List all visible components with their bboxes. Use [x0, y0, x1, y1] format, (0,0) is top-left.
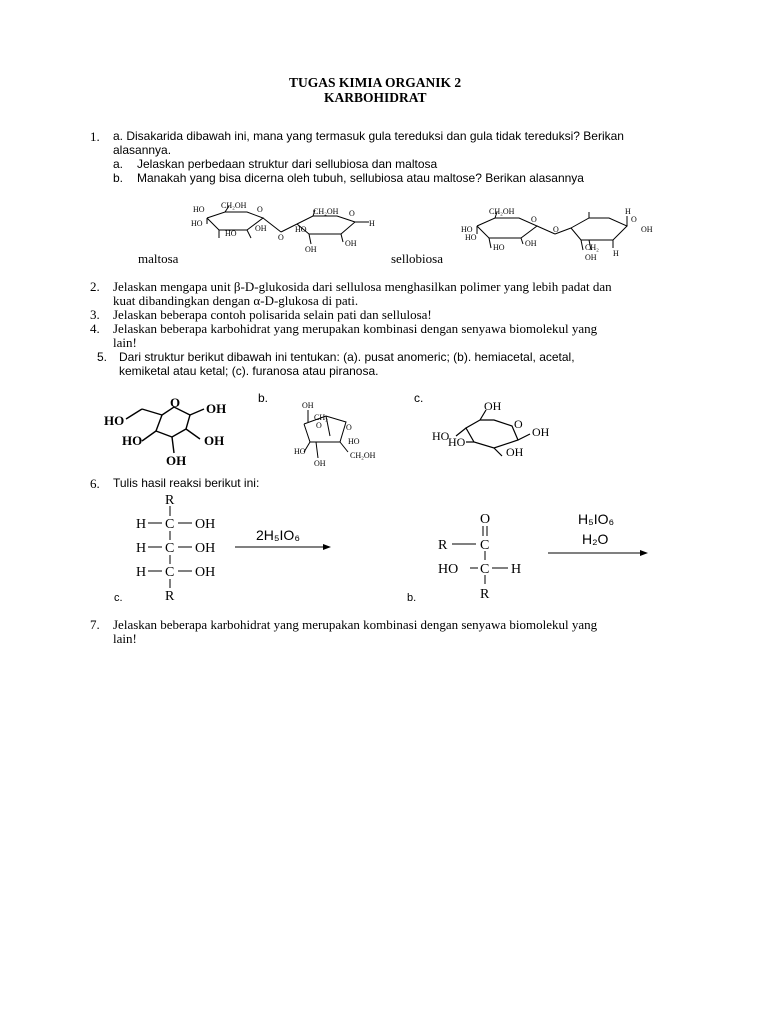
svg-text:O: O — [531, 215, 537, 224]
structure-b-furanose — [290, 398, 400, 468]
svg-text:OH: OH — [302, 401, 314, 410]
reagent-periodic-acid-1: 2H₅IO₆ — [256, 527, 300, 543]
q1b-marker: b. — [113, 171, 124, 185]
svg-text:H: H — [136, 517, 147, 532]
svg-text:OH: OH — [195, 565, 216, 580]
svg-text:HO: HO — [432, 429, 450, 443]
svg-text:OH: OH — [506, 445, 524, 459]
q1a-text: Jelaskan perbedaan struktur dari sellubiosa dan maltosa — [137, 157, 438, 171]
svg-text:H: H — [511, 562, 522, 577]
structure-a-glucopyranose — [100, 393, 240, 469]
q7-number: 7. — [90, 617, 100, 632]
svg-text:CH₂: CH₂ — [314, 413, 328, 422]
q7-text-line1: Jelaskan beberapa karbohidrat yang merupakan kombinasi dengan senyawa biomolekul yang — [113, 617, 598, 632]
svg-text:H: H — [136, 565, 147, 580]
q3-number: 3. — [90, 307, 100, 322]
svg-text:CH₂OH: CH₂OH — [489, 207, 515, 216]
svg-text:OH: OH — [484, 399, 502, 413]
svg-text:OH: OH — [525, 239, 537, 248]
q1-text-line1: a. Disakarida dibawah ini, mana yang termasuk gula tereduksi dan gula tidak tereduksi? Berikan — [113, 129, 624, 143]
svg-text:HO: HO — [193, 205, 205, 214]
svg-text:OH: OH — [195, 541, 216, 556]
q1a-marker: a. — [113, 157, 124, 171]
q4-text-line2: lain! — [113, 335, 137, 350]
page-subtitle: KARBOHIDRAT — [324, 90, 427, 105]
svg-text:C: C — [480, 538, 490, 553]
q2-text-line1: Jelaskan mengapa unit β-D-glukosida dari sellulosa menghasilkan polimer yang lebih padat dan — [113, 279, 612, 294]
svg-text:HO: HO — [294, 447, 306, 456]
svg-text:R: R — [165, 589, 175, 600]
reagent-periodic-acid-2: H₅IO₆ — [578, 511, 615, 527]
svg-text:HO: HO — [122, 433, 143, 448]
reaction-b-hydroxyketone — [436, 508, 536, 603]
svg-text:C: C — [480, 562, 490, 577]
q1-text-line2: alasannya. — [113, 143, 172, 157]
reaction-b-label: b. — [407, 592, 417, 604]
svg-text:HO: HO — [295, 225, 307, 234]
svg-text:OH: OH — [204, 433, 225, 448]
svg-text:CH₂: CH₂ — [585, 243, 599, 252]
svg-text:OH: OH — [206, 401, 227, 416]
q6-text: Tulis hasil reaksi berikut ini: — [113, 476, 260, 490]
svg-text:CH₂OH: CH₂OH — [313, 207, 339, 216]
svg-text:H: H — [625, 207, 631, 216]
q5-text-line1: Dari struktur berikut dibawah ini tentukan: (a). pusat anomeric; (b). hemiacetal, acetal, — [119, 350, 575, 364]
q1b-text: Manakah yang bisa dicerna oleh tubuh, sellubiosa atau maltose? Berikan alasannya — [137, 171, 584, 185]
svg-text:CH₂OH: CH₂OH — [350, 451, 376, 460]
svg-text:O: O — [346, 423, 352, 432]
svg-text:HO: HO — [438, 562, 459, 577]
svg-text:HO: HO — [465, 233, 477, 242]
reaction-arrow-2 — [548, 547, 650, 559]
svg-text:HO: HO — [461, 225, 473, 234]
sellobiosa-structure — [455, 206, 670, 262]
q5-text-line2: kemiketal atau ketal; (c). furanosa atau piranosa. — [119, 364, 379, 378]
svg-text:HO: HO — [191, 219, 203, 228]
svg-text:C: C — [165, 541, 175, 556]
reagent-water: H₂O — [582, 531, 609, 547]
svg-text:O: O — [631, 215, 637, 224]
structure-b-label: b. — [258, 391, 269, 405]
svg-text:OH: OH — [166, 453, 187, 468]
svg-text:OH: OH — [195, 517, 216, 532]
svg-text:O: O — [257, 205, 263, 214]
svg-text:HO: HO — [104, 413, 125, 428]
q2-number: 2. — [90, 279, 100, 294]
svg-text:OH: OH — [585, 253, 597, 262]
reaction-arrow-1 — [235, 541, 335, 553]
q1-number: 1. — [90, 129, 100, 144]
q7-text-line2: lain! — [113, 631, 137, 646]
svg-text:O: O — [316, 421, 322, 430]
structure-c-label: c. — [414, 391, 424, 405]
svg-text:C: C — [165, 565, 175, 580]
svg-text:OH: OH — [532, 425, 550, 439]
q3-text: Jelaskan beberapa contoh polisarida selain pati dan sellulosa! — [113, 307, 432, 322]
page-title: TUGAS KIMIA ORGANIK 2 — [289, 75, 462, 90]
sellobiosa-label: sellobiosa — [391, 251, 443, 266]
svg-text:CH₂OH: CH₂OH — [221, 201, 247, 210]
svg-text:OH: OH — [305, 245, 317, 254]
svg-text:R: R — [480, 587, 490, 602]
svg-text:OH: OH — [345, 239, 357, 248]
structure-c-pyranose — [430, 398, 560, 464]
svg-text:HO: HO — [348, 437, 360, 446]
q4-number: 4. — [90, 321, 100, 336]
svg-text:OH: OH — [641, 225, 653, 234]
svg-text:OH: OH — [255, 224, 267, 233]
svg-text:O: O — [170, 395, 181, 410]
svg-text:O: O — [349, 209, 355, 218]
svg-text:OH: OH — [314, 459, 326, 468]
q2-text-line2: kuat dibandingkan dengan α-D-glukosa di pati. — [113, 293, 359, 308]
svg-text:O: O — [553, 225, 559, 234]
svg-text:H: H — [369, 219, 375, 228]
svg-text:HO: HO — [225, 229, 237, 238]
maltosa-label: maltosa — [138, 251, 179, 266]
svg-text:HO: HO — [493, 243, 505, 252]
svg-text:O: O — [278, 233, 284, 242]
reaction-c-triol — [130, 490, 230, 600]
svg-text:H: H — [136, 541, 147, 556]
svg-text:C: C — [165, 517, 175, 532]
svg-text:O: O — [480, 512, 491, 527]
svg-text:R: R — [165, 493, 175, 508]
q4-text-line1: Jelaskan beberapa karbohidrat yang merupakan kombinasi dengan senyawa biomolekul yang — [113, 321, 598, 336]
q6-number: 6. — [90, 476, 100, 491]
reaction-c-label: c. — [114, 592, 123, 604]
svg-text:HO: HO — [448, 435, 466, 449]
svg-text:R: R — [438, 538, 448, 553]
maltosa-structure — [185, 198, 385, 258]
q5-number: 5. — [97, 350, 108, 364]
svg-text:H: H — [613, 249, 619, 258]
svg-text:O: O — [514, 417, 523, 431]
